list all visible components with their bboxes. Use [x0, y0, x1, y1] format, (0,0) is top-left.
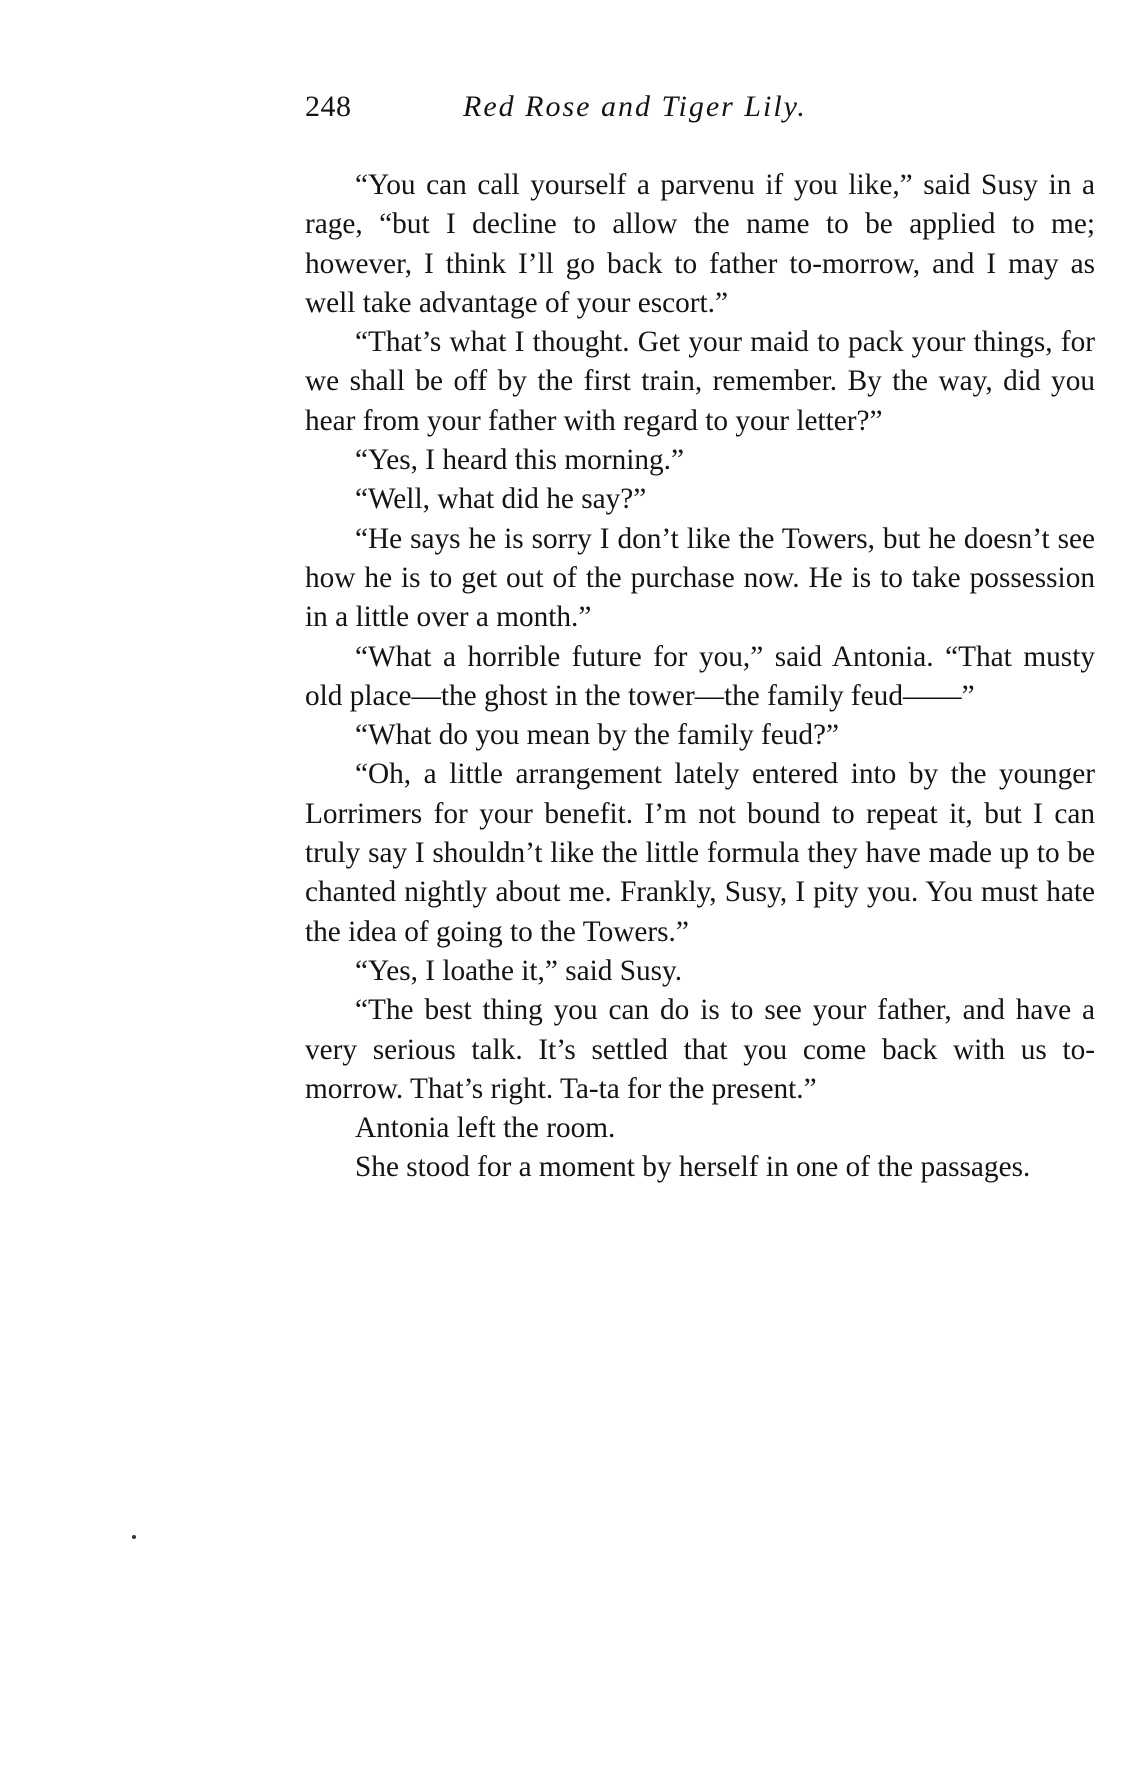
- paragraph: “You can call yourself a parvenu if you like,” said Susy in a rage, “but I decline to allow the name to be applied to me; however, I think I’ll go back to father to-morrow, and I may as well take advantage of your escort.”: [305, 169, 1095, 319]
- paragraph: Antonia left the room.: [355, 1112, 616, 1145]
- paragraph: “The best thing you can do is to see your father, and have a very serious talk. It’s settled that you come back with us to-morrow. That’s right. Ta-ta for the present.”: [305, 994, 1095, 1105]
- running-title: Red Rose and Tiger Lily.: [463, 90, 807, 123]
- page-header: [305, 90, 1095, 130]
- paragraph: “Oh, a little arrangement lately entered into by the younger Lorrimers for your benefit. I’m not bound to repeat it, but I can truly say I shouldn’t like the little formula they have made up to be chanted nightly about me. Frankly, Susy, I pity you. You must hate the idea of going to the Towers.”: [305, 758, 1095, 948]
- page-number: 248: [305, 90, 352, 123]
- paragraph: “Well, what did he say?”: [355, 483, 647, 516]
- paragraph: “Yes, I heard this morning.”: [355, 444, 685, 477]
- paragraph: “That’s what I thought. Get your maid to pack your things, for we shall be off by the first train, remember. By the way, did you hear from your father with regard to your letter?”: [305, 326, 1095, 437]
- paragraph: “Yes, I loathe it,” said Susy.: [355, 954, 683, 987]
- ink-speck: [132, 1535, 136, 1539]
- paragraph: “What a horrible future for you,” said Antonia. “That musty old place—the ghost in the tower—the family feud——”: [305, 640, 1095, 712]
- paragraph: “He says he is sorry I don’t like the Towers, but he doesn’t see how he is to get out of the purchase now. He is to take possession in a little over a month.”: [305, 522, 1095, 634]
- paragraph: She stood for a moment by herself in one of the passages.: [355, 1151, 1031, 1184]
- paragraph: “What do you mean by the family feud?”: [355, 719, 840, 752]
- body-text: [305, 166, 1095, 1188]
